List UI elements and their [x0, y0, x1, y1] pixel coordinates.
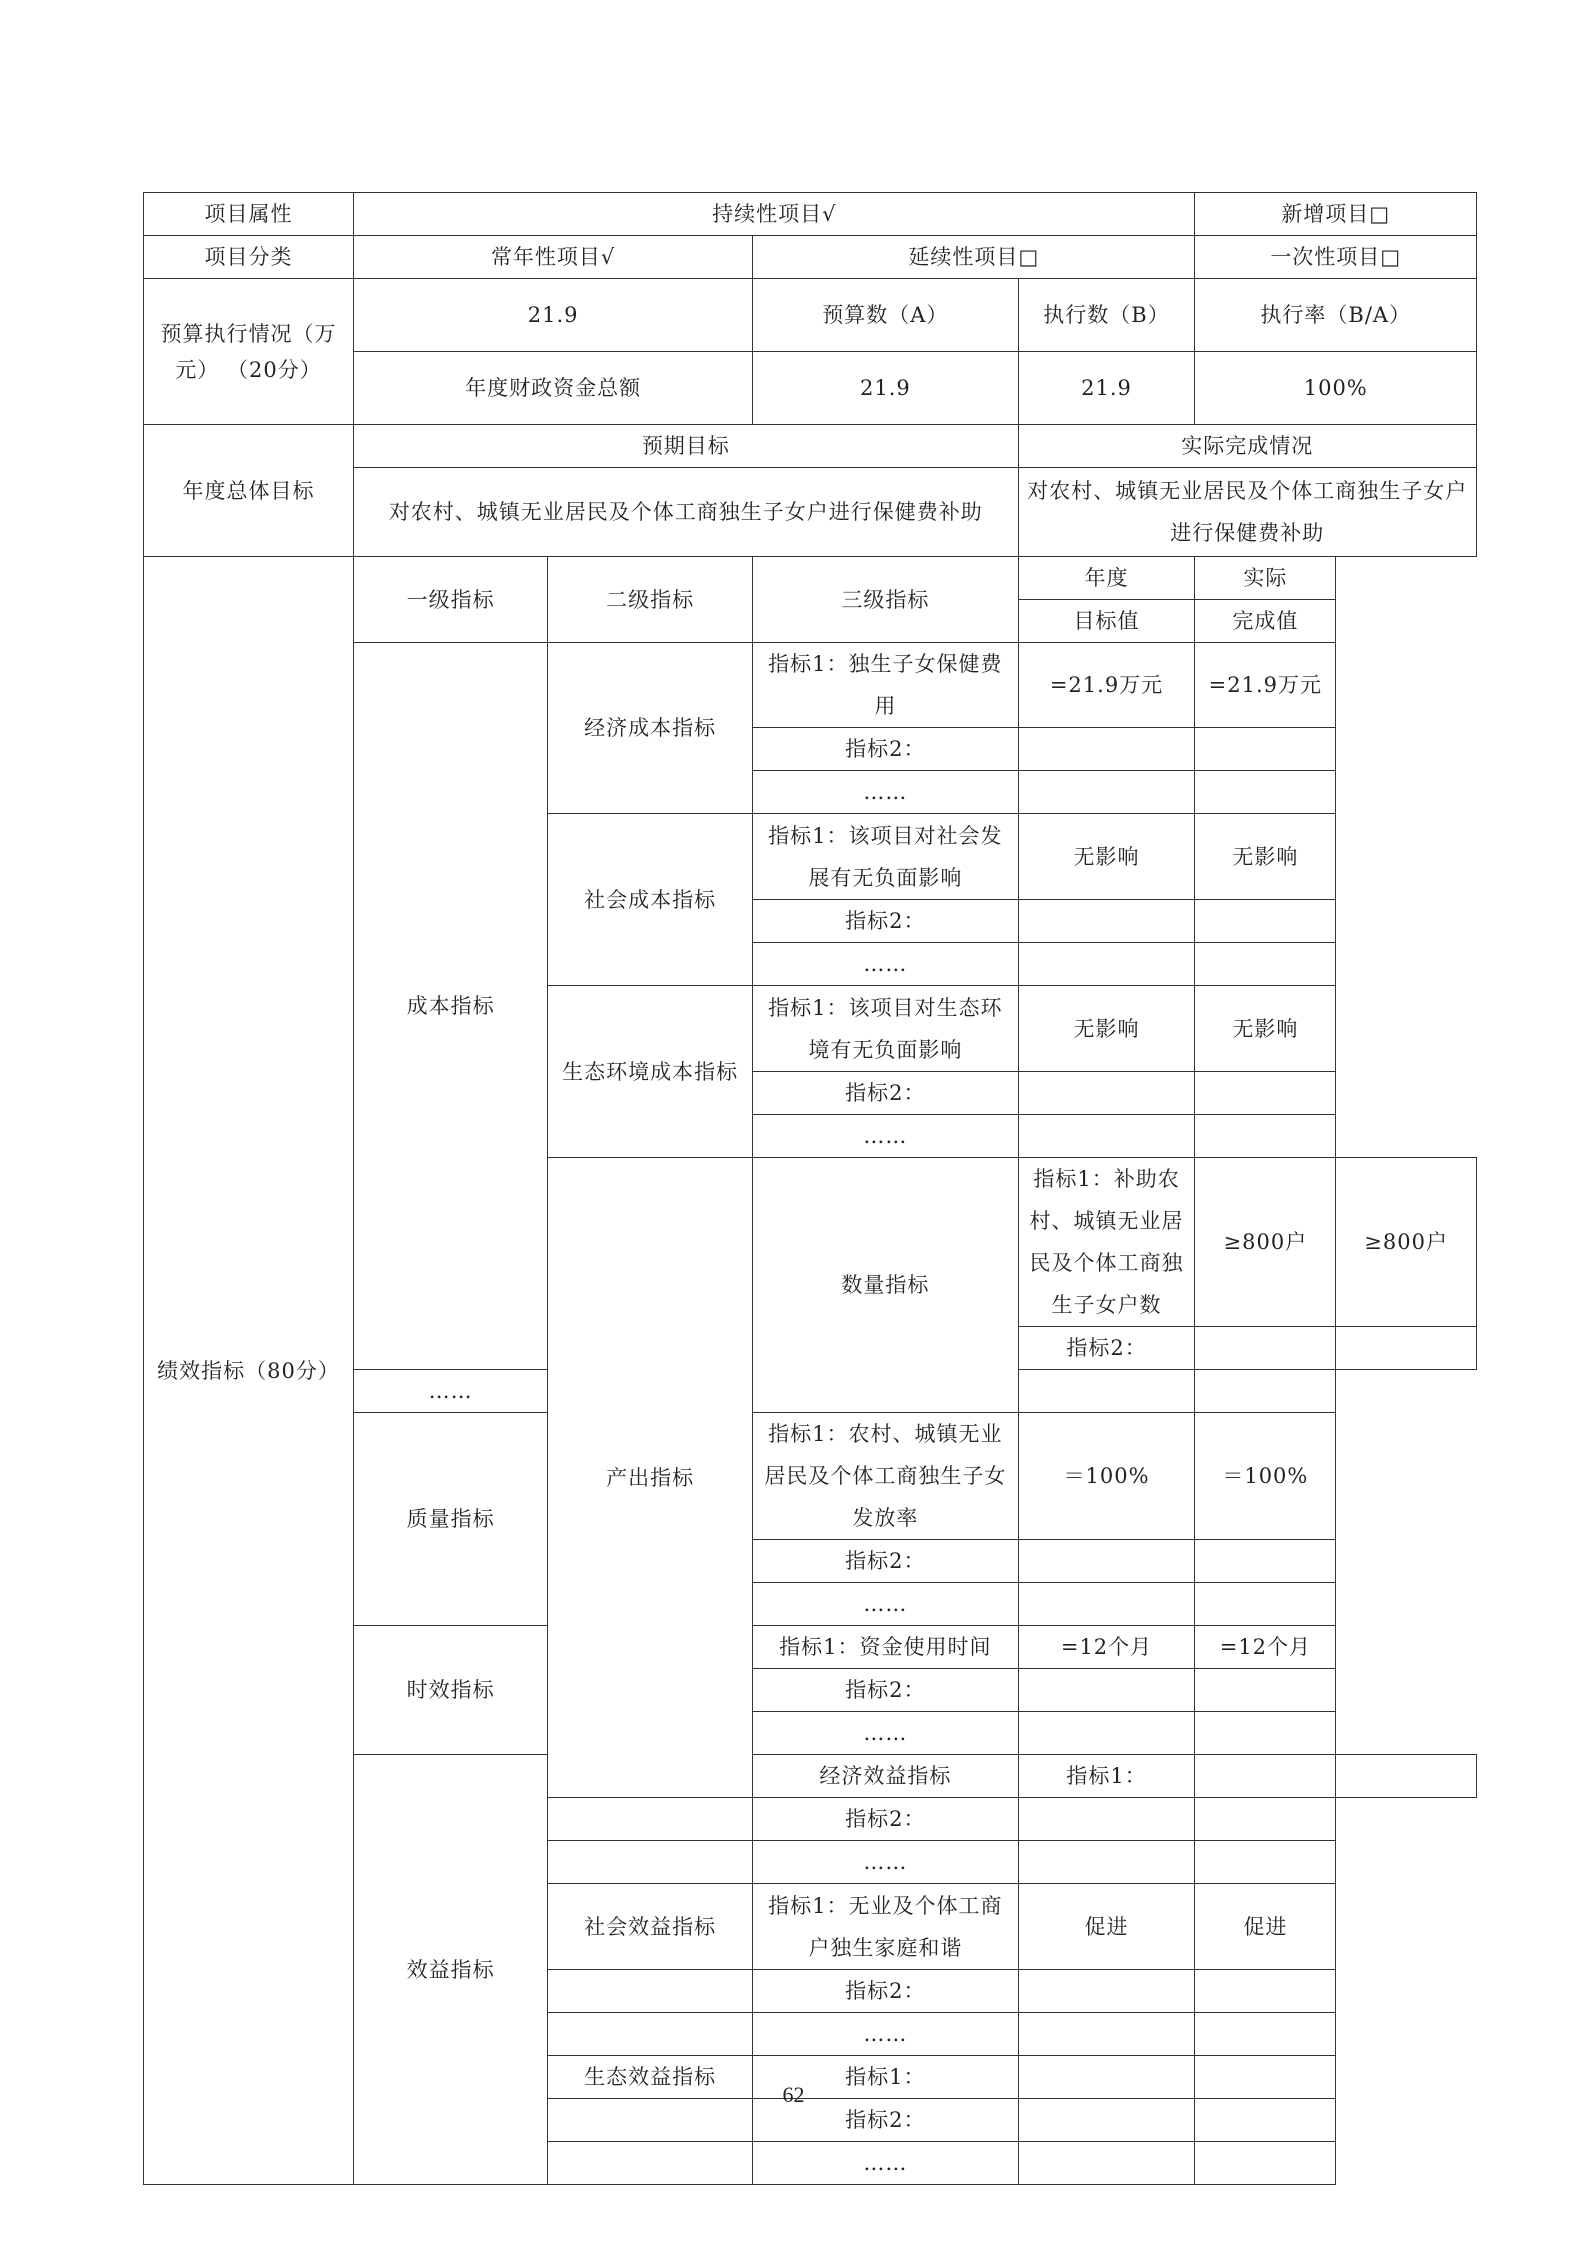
indicator-cell: 指标1：独生子女保健费用	[753, 643, 1018, 728]
actual-cell	[1195, 1798, 1336, 1841]
target-cell	[1018, 2142, 1195, 2185]
actual-cell	[1195, 1370, 1336, 1413]
target-cell: 促进	[1018, 1884, 1195, 1970]
perf-header-level2: 二级指标	[548, 557, 753, 643]
target-cell	[1018, 1712, 1195, 1755]
actual-cell	[1195, 771, 1336, 814]
output-time-label: 时效指标	[354, 1626, 548, 1755]
indicator-cell: 指标1：农村、城镇无业居民及个体工商独生子女发放率	[753, 1413, 1018, 1540]
goal-expected-label: 预期目标	[354, 425, 1018, 468]
actual-cell: 促进	[1195, 1884, 1336, 1970]
budget-col-rate: 执行率（B/A）	[1195, 279, 1477, 352]
output-qty-label: 数量指标	[753, 1158, 1018, 1413]
perf-header-actual: 实际	[1195, 557, 1336, 600]
indicator-cell: 指标2：	[753, 1669, 1018, 1712]
cost-eco-label: 生态环境成本指标	[548, 986, 753, 1158]
target-cell	[1018, 943, 1195, 986]
benefit-econ-label: 经济效益指标	[753, 1755, 1018, 1798]
target-cell	[1018, 1669, 1195, 1712]
target-cell	[1195, 1755, 1336, 1798]
budget-rate: 100%	[1195, 352, 1477, 425]
target-cell	[1018, 771, 1195, 814]
indicator-cell: ……	[753, 771, 1018, 814]
attr-new: 新增项目□	[1195, 193, 1477, 236]
budget-b: 21.9	[1018, 352, 1195, 425]
budget-label: 预算执行情况（万元） （20分）	[144, 279, 354, 425]
target-cell: ≥800户	[1195, 1158, 1336, 1327]
target-cell: ＝100%	[1018, 1413, 1195, 1540]
actual-cell: 无影响	[1195, 814, 1336, 900]
actual-cell: =12个月	[1195, 1626, 1336, 1669]
actual-cell: ≥800户	[1336, 1158, 1477, 1327]
indicator-cell: ……	[753, 2142, 1018, 2185]
benefit-label: 效益指标	[354, 1755, 548, 2185]
goal-actual-label: 实际完成情况	[1018, 425, 1476, 468]
target-cell	[1018, 728, 1195, 771]
class-extended: 延续性项目□	[753, 236, 1195, 279]
target-cell	[1018, 1841, 1195, 1884]
actual-cell	[1195, 1115, 1336, 1158]
target-cell	[1018, 1540, 1195, 1583]
class-regular: 常年性项目√	[354, 236, 753, 279]
actual-cell	[1195, 1583, 1336, 1626]
indicator-cell: ……	[753, 2013, 1018, 2056]
perf-label: 绩效指标（80分）	[144, 557, 354, 2185]
target-cell	[1018, 1798, 1195, 1841]
actual-cell: ＝100%	[1195, 1413, 1336, 1540]
benefit-social-label: 社会效益指标	[548, 1884, 753, 1970]
indicator-cell: ……	[753, 1712, 1018, 1755]
target-cell	[1018, 1072, 1195, 1115]
cost-econ-label: 经济成本指标	[548, 643, 753, 814]
budget-value: 21.9	[354, 279, 753, 352]
indicator-cell: 指标1：补助农村、城镇无业居民及个体工商独生子女户数	[1018, 1158, 1195, 1327]
actual-cell: =21.9万元	[1195, 643, 1336, 728]
budget-row-label: 年度财政资金总额	[354, 352, 753, 425]
level2-blank	[548, 1798, 753, 1841]
indicator-cell: 指标2：	[753, 900, 1018, 943]
attr-continuing: 持续性项目√	[354, 193, 1195, 236]
perf-header-level1: 一级指标	[354, 557, 548, 643]
indicator-cell: ……	[753, 1841, 1018, 1884]
indicator-cell: 指标2：	[753, 2099, 1018, 2142]
target-cell	[1018, 1115, 1195, 1158]
budget-col-b: 执行数（B）	[1018, 279, 1195, 352]
actual-cell	[1195, 1072, 1336, 1115]
actual-cell	[1336, 1755, 1477, 1798]
target-cell	[1018, 1583, 1195, 1626]
perf-header-level3: 三级指标	[753, 557, 1018, 643]
target-cell: =21.9万元	[1018, 643, 1195, 728]
actual-cell	[1336, 1327, 1477, 1370]
indicator-cell: 指标2：	[1018, 1327, 1195, 1370]
target-cell: =12个月	[1018, 1626, 1195, 1669]
level2-blank	[548, 2013, 753, 2056]
target-cell	[1018, 900, 1195, 943]
actual-cell	[1195, 900, 1336, 943]
actual-cell	[1195, 2013, 1336, 2056]
target-cell: 无影响	[1018, 986, 1195, 1072]
actual-cell	[1195, 1712, 1336, 1755]
indicator-cell: ……	[753, 1583, 1018, 1626]
actual-cell	[1195, 1540, 1336, 1583]
indicator-cell: 指标2：	[753, 1072, 1018, 1115]
indicator-cell: 指标1：	[753, 2056, 1018, 2099]
actual-cell	[1195, 1669, 1336, 1712]
indicator-cell: 指标1：无业及个体工商户独生家庭和谐	[753, 1884, 1018, 1970]
indicator-cell: 指标2：	[753, 1540, 1018, 1583]
level2-blank	[548, 2142, 753, 2185]
actual-cell	[1195, 1841, 1336, 1884]
output-quality-label: 质量指标	[354, 1413, 548, 1626]
actual-cell	[1195, 728, 1336, 771]
target-cell	[1018, 1970, 1195, 2013]
perf-header-target: 年度	[1018, 557, 1195, 600]
output-label: 产出指标	[548, 1158, 753, 1798]
level2-blank	[548, 1841, 753, 1884]
goal-actual: 对农村、城镇无业居民及个体工商独生子女户进行保健费补助	[1018, 468, 1476, 557]
target-cell: 无影响	[1018, 814, 1195, 900]
budget-a: 21.9	[753, 352, 1018, 425]
class-label: 项目分类	[144, 236, 354, 279]
indicator-cell: 指标1：该项目对生态环境有无负面影响	[753, 986, 1018, 1072]
class-once: 一次性项目□	[1195, 236, 1477, 279]
target-cell	[1018, 1370, 1195, 1413]
actual-cell	[1195, 943, 1336, 986]
attr-label: 项目属性	[144, 193, 354, 236]
budget-col-a: 预算数（A）	[753, 279, 1018, 352]
target-cell	[1195, 1327, 1336, 1370]
performance-table	[143, 192, 1477, 2185]
indicator-cell: 指标2：	[753, 1970, 1018, 2013]
benefit-eco-label: 生态效益指标	[548, 2056, 753, 2099]
indicator-cell: 指标1：	[1018, 1755, 1195, 1798]
actual-cell: 无影响	[1195, 986, 1336, 1072]
indicator-cell: ……	[753, 943, 1018, 986]
cost-social-label: 社会成本指标	[548, 814, 753, 986]
indicator-cell: ……	[753, 1115, 1018, 1158]
indicator-cell: 指标1：该项目对社会发展有无负面影响	[753, 814, 1018, 900]
goal-label: 年度总体目标	[144, 425, 354, 557]
indicator-cell: 指标2：	[753, 728, 1018, 771]
perf-header-actual-2: 完成值	[1195, 600, 1336, 643]
level2-blank	[548, 1970, 753, 2013]
indicator-cell: 指标2：	[753, 1798, 1018, 1841]
cost-label: 成本指标	[354, 643, 548, 1370]
perf-header-target-2: 目标值	[1018, 600, 1195, 643]
goal-expected: 对农村、城镇无业居民及个体工商独生子女户进行保健费补助	[354, 468, 1018, 557]
indicator-cell: ……	[354, 1370, 548, 1413]
target-cell	[1018, 2013, 1195, 2056]
actual-cell	[1195, 1970, 1336, 2013]
page-number: 62	[782, 2082, 805, 2107]
actual-cell	[1195, 2142, 1336, 2185]
indicator-cell: 指标1：资金使用时间	[753, 1626, 1018, 1669]
